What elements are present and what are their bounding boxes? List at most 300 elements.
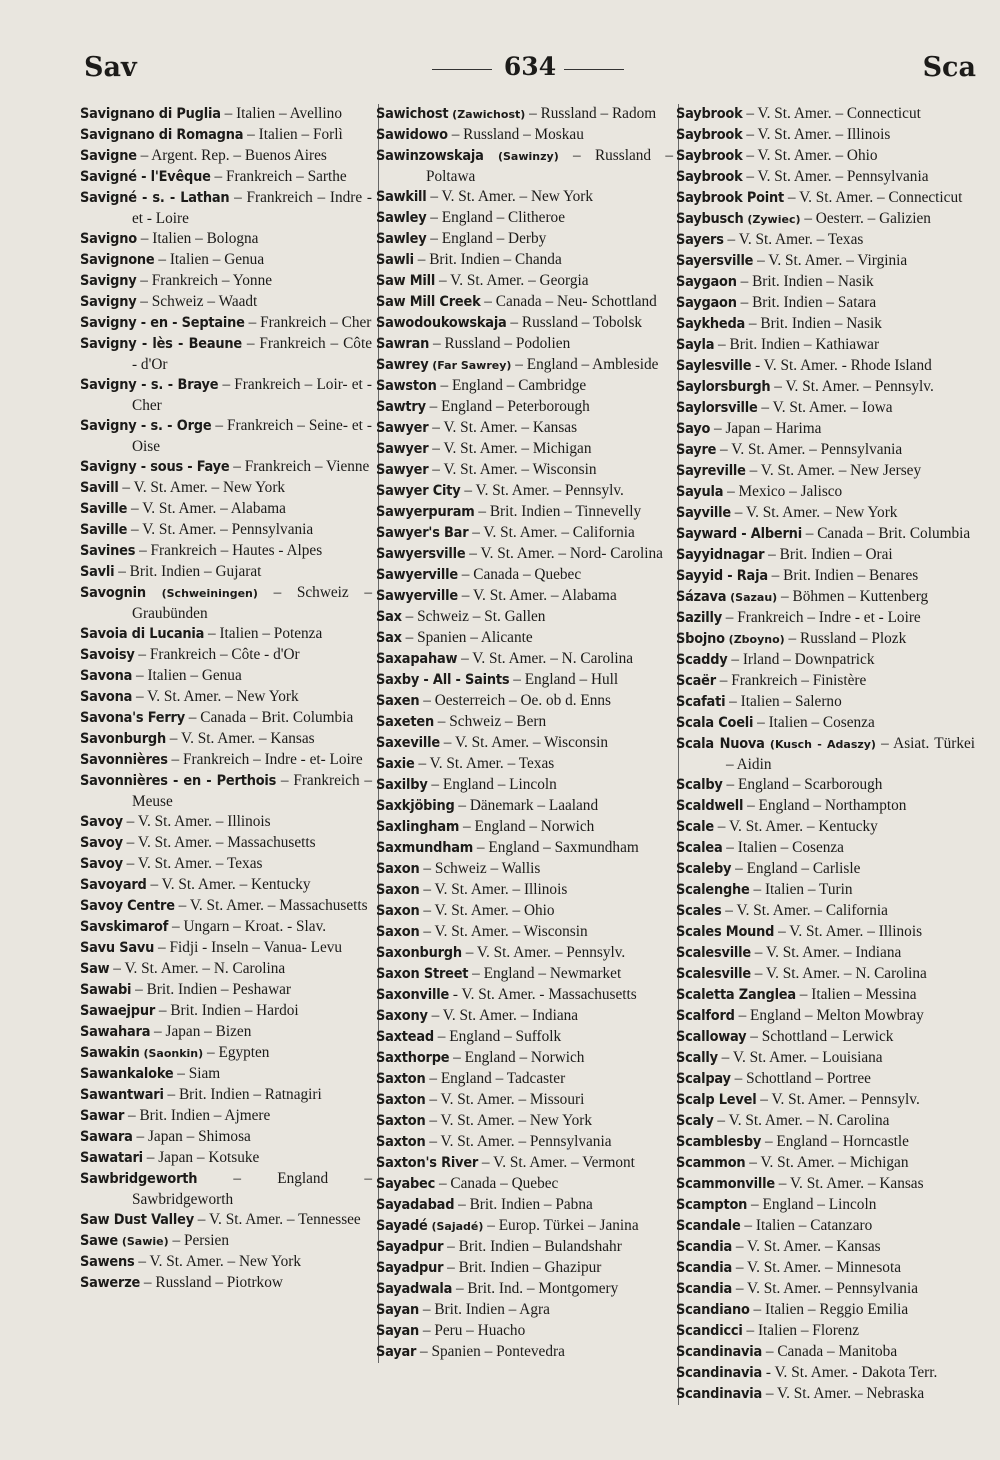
entry-headword: Sawyerpuram (376, 504, 475, 520)
gazetteer-entry (376, 544, 673, 565)
entry-headword: Savill (80, 480, 119, 496)
entry-headword: Saxonburgh (376, 945, 462, 961)
entry-location: – Brit. Indien – Benares (767, 567, 919, 584)
entry-headword: Scaldwell (676, 798, 744, 814)
entry-location: – Brit. Indien – Pabna (454, 1196, 593, 1213)
entry-location: – V. St. Amer. – Iowa (757, 399, 893, 416)
entry-location: – Frankreich – Indre - et - Loire (132, 189, 372, 227)
entry-headword: Scandale (676, 1218, 741, 1234)
entry-headword: Sawtry (376, 399, 426, 415)
entry-location: – Schottland – Lerwick (746, 1028, 894, 1045)
gazetteer-entry (376, 943, 673, 964)
gazetteer-entry (80, 1064, 372, 1085)
entry-headword: Sayers (676, 232, 724, 248)
entry-location: – V. St. Amer. – Kentucky (713, 818, 878, 835)
entry-headword: Sawli (376, 252, 414, 268)
entry-headword: Sawatari (80, 1150, 143, 1166)
gazetteer-entry (80, 541, 372, 562)
gazetteer-entry (676, 1342, 975, 1363)
entry-location: – Brit. Indien – Gujarat (114, 563, 262, 580)
entry-headword: Sayla (676, 337, 715, 353)
gazetteer-entry (376, 104, 673, 125)
gazetteer-entry (676, 125, 975, 146)
gazetteer-entry (376, 523, 673, 544)
entry-headword: Scally (676, 1050, 718, 1066)
gazetteer-entry (376, 985, 673, 1006)
gazetteer-entry (676, 251, 975, 272)
entry-location: – Oesterreich – Oe. ob d. Enns (419, 692, 612, 709)
entry-headword: Saxton (376, 1113, 426, 1129)
entry-headword: Saybrook (676, 148, 743, 164)
gazetteer-entry (376, 250, 673, 271)
entry-headword: Saville (80, 501, 128, 517)
entry-location: – Brit. Indien – Tinnevelly (474, 503, 642, 520)
gazetteer-entry (376, 397, 673, 418)
gazetteer-entry (376, 1300, 673, 1321)
gazetteer-entry (676, 146, 975, 167)
entry-location: – Italien – Bologna (136, 230, 259, 247)
gazetteer-entry (80, 313, 372, 334)
entry-location: – V. St. Amer. – Pennsylvania (742, 168, 929, 185)
gazetteer-entry (376, 1279, 673, 1300)
gazetteer-entry (376, 922, 673, 943)
gazetteer-entry (676, 272, 975, 293)
gazetteer-entry (676, 1132, 975, 1153)
entry-location: – V. St. Amer. – Ohio (419, 902, 555, 919)
entry-location: – Frankreich – Finistère (715, 672, 867, 689)
entry-headword: Sayadé (376, 1218, 428, 1234)
entry-headword: Savoy (80, 856, 123, 872)
gazetteer-entry (376, 1216, 673, 1237)
gazetteer-entry (376, 208, 673, 229)
entry-headword: Sazilly (676, 610, 722, 626)
entry-location: – England – Tadcaster (425, 1070, 566, 1087)
entry-headword: Sawankaloke (80, 1066, 174, 1082)
entry-headword: Sayadwala (376, 1281, 453, 1297)
entry-alt-name: (Zywiec) (743, 213, 801, 226)
entry-location: – V. St. Amer. – Michigan (428, 440, 592, 457)
gazetteer-entry (376, 502, 673, 523)
entry-location: – Frankreich – Côte - d'Or (134, 646, 300, 663)
entry-headword: Sayo (676, 421, 711, 437)
gazetteer-entry (676, 859, 975, 880)
entry-headword: Sawley (376, 231, 427, 247)
entry-headword: Savigne (80, 148, 137, 164)
entry-headword: Savoyard (80, 877, 147, 893)
gazetteer-entry (376, 628, 673, 649)
page-number: 634 (503, 52, 557, 81)
entry-location: – V. St. Amer. – N. Carolina (750, 965, 927, 982)
entry-location: – England – Hull (509, 671, 619, 688)
gazetteer-entry (80, 583, 372, 624)
entry-headword: Sawran (376, 336, 430, 352)
entry-headword: Savoisy (80, 647, 135, 663)
gazetteer-entry (376, 1048, 673, 1069)
gazetteer-entry (676, 1321, 975, 1342)
entry-location: – England – Suffolk (433, 1028, 562, 1045)
gazetteer-entry (676, 817, 975, 838)
entry-location: – Peru – Huacho (419, 1322, 526, 1339)
gazetteer-entry (676, 734, 975, 775)
entry-headword: Sbojno (676, 631, 725, 647)
gazetteer-entry (376, 691, 673, 712)
entry-headword: Sawabi (80, 982, 132, 998)
entry-headword: Sayyidnagar (676, 547, 765, 563)
entry-headword: Sax (376, 609, 402, 625)
entry-headword: Saylorsville (676, 400, 758, 416)
entry-headword: Saxon Street (376, 966, 469, 982)
gazetteer-entry (80, 1106, 372, 1127)
entry-alt-name: (Schweiningen) (145, 587, 258, 600)
entry-headword: Saybrook (676, 169, 743, 185)
entry-headword: Scaër (676, 673, 716, 689)
entry-headword: Saxton's River (376, 1155, 479, 1171)
entry-location: – England – Northampton (743, 797, 907, 814)
entry-location: – Argent. Rep. – Buenos Aires (136, 147, 327, 164)
entry-alt-name: (Saonkin) (139, 1047, 204, 1060)
entry-headword: Scale (676, 819, 714, 835)
entry-location: – Canada – Brit. Columbia (184, 709, 354, 726)
entry-headword: Savli (80, 564, 115, 580)
entry-alt-name: (Zboyno) (724, 633, 785, 646)
entry-headword: Scala Nuova (676, 736, 765, 752)
header-left-keyword: Sav (84, 52, 137, 83)
entry-headword: Sawichost (376, 106, 449, 122)
gazetteer-entry (80, 1085, 372, 1106)
entry-headword: Scalford (676, 1008, 735, 1024)
entry-location: – Schweiz – Graubünden (132, 584, 372, 622)
entry-location: – Spanien – Pontevedra (416, 1343, 565, 1360)
gazetteer-entry (676, 1279, 975, 1300)
gazetteer-entry (676, 377, 975, 398)
entry-location: – V. St. Amer. – Louisiana (717, 1049, 883, 1066)
gazetteer-entry (376, 146, 673, 187)
entry-location: – Schweiz – Wallis (419, 860, 541, 877)
gazetteer-entry (676, 587, 975, 608)
gazetteer-entry (80, 980, 372, 1001)
entry-location: – V. St. Amer. – Nebraska (762, 1385, 925, 1402)
gazetteer-entry (676, 230, 975, 251)
entry-location: – Frankreich – Yonne (136, 272, 273, 289)
entry-headword: Sawyer's Bar (376, 525, 469, 541)
gazetteer-entry (676, 608, 975, 629)
gazetteer-entry (676, 629, 975, 650)
entry-headword: Savona's Ferry (80, 710, 185, 726)
entry-location: – Schweiz – Waadt (136, 293, 258, 310)
entry-location: – Italien – Cosenza (753, 714, 875, 731)
gazetteer-entry (676, 1090, 975, 1111)
gazetteer-entry (80, 146, 372, 167)
entry-headword: Saxthorpe (376, 1050, 450, 1066)
column-2 (378, 104, 673, 1363)
entry-headword: Savigny - en - Septaine (80, 315, 245, 331)
entry-headword: Saxmundham (376, 840, 474, 856)
gazetteer-entry (376, 355, 673, 376)
entry-alt-name: (Far Sawrey) (428, 359, 512, 372)
entry-headword: Savonburgh (80, 731, 166, 747)
entry-headword: Savskimarof (80, 919, 169, 935)
entry-headword: Scalea (676, 840, 723, 856)
entry-alt-name: (Zawichost) (448, 108, 526, 121)
entry-location: – Brit. Indien – Bulandshahr (443, 1238, 622, 1255)
entry-headword: Sawyer (376, 441, 429, 457)
entry-location: – Brit. Indien – Agra (419, 1301, 550, 1318)
entry-headword: Scammon (676, 1155, 746, 1171)
gazetteer-entry (80, 457, 372, 478)
gazetteer-entry (676, 566, 975, 587)
gazetteer-entry (80, 167, 372, 188)
entry-headword: Saybrook Point (676, 190, 785, 206)
entry-location: – Oesterr. – Galizien (800, 210, 931, 227)
column-1 (80, 104, 372, 1294)
entry-alt-name: (Kusch - Adaszy) (764, 738, 876, 751)
entry-headword: Saxony (376, 1008, 428, 1024)
gazetteer-entry (80, 520, 372, 541)
entry-location: – V. St. Amer. – Connecticut (742, 105, 921, 122)
entry-headword: Saxon (376, 903, 420, 919)
gazetteer-entry (676, 293, 975, 314)
entry-alt-name: (Sajadé) (427, 1220, 484, 1233)
entry-headword: Savignano di Romagna (80, 127, 244, 143)
entry-headword: Scalpay (676, 1071, 731, 1087)
entry-headword: Scalesville (676, 945, 751, 961)
gazetteer-entry (676, 922, 975, 943)
entry-location: – England – Cambridge (436, 377, 587, 394)
entry-headword: Sayar (376, 1344, 417, 1360)
gazetteer-entry (676, 1048, 975, 1069)
gazetteer-entry (676, 943, 975, 964)
entry-location: – Canada – Neu- Schottland (480, 293, 657, 310)
entry-location: – Italien – Potenza (204, 625, 323, 642)
entry-headword: Sayward - Alberni (676, 526, 802, 542)
entry-headword: Saygaon (676, 295, 737, 311)
gazetteer-entry (676, 398, 975, 419)
entry-headword: Sawyer (376, 462, 429, 478)
entry-headword: Savu Savu (80, 940, 155, 956)
header-rule-right (564, 69, 624, 70)
gazetteer-entry (676, 901, 975, 922)
entry-location: – Italien – Forlì (243, 126, 343, 143)
gazetteer-entry (80, 812, 372, 833)
entry-location: – Italien – Turin (749, 881, 853, 898)
entry-headword: Scandinavia (676, 1344, 763, 1360)
running-header (84, 52, 976, 92)
entry-location: – England – Newmarket (468, 965, 622, 982)
entry-location: – England – Norwich (459, 818, 595, 835)
entry-headword: Sayan (376, 1323, 420, 1339)
gazetteer-entry (676, 1363, 975, 1384)
entry-location: – Irland – Downpatrick (727, 651, 875, 668)
entry-location: – Frankreich – Seine- et - Oise (132, 417, 372, 455)
entry-location: – V. St. Amer. – Missouri (425, 1091, 585, 1108)
gazetteer-entry (80, 1231, 372, 1252)
entry-headword: Scalby (676, 777, 723, 793)
entry-location: – V. St. Amer. – New York (425, 1112, 592, 1129)
entry-headword: Scaly (676, 1113, 714, 1129)
entry-location: – England – Peterborough (425, 398, 590, 415)
entry-headword: Saxlingham (376, 819, 460, 835)
entry-headword: Savigné - s. - Lathan (80, 190, 230, 206)
entry-location: – V. St. Amer. – Ohio (742, 147, 878, 164)
entry-headword: Savoia di Lucania (80, 626, 205, 642)
gazetteer-entry (676, 104, 975, 125)
gazetteer-entry (676, 188, 975, 209)
gazetteer-entry (80, 478, 372, 499)
gazetteer-entry (80, 229, 372, 250)
entry-location: – Brit. Indien – Ghazipur (443, 1259, 602, 1276)
entry-location: – Italien – Florenz (742, 1322, 860, 1339)
entry-headword: Saxilby (376, 777, 428, 793)
entry-location: – V. St. Amer. – Kentucky (146, 876, 311, 893)
entry-headword: Scales (676, 903, 722, 919)
entry-headword: Scampton (676, 1197, 748, 1213)
entry-location: – Russland – Podolien (429, 335, 571, 352)
entry-location: – V. St. Amer. – California (468, 524, 635, 541)
entry-location: – V. St. Amer. – Kansas (732, 1238, 881, 1255)
entry-location: – V. St. Amer. – Pennsylv. (461, 944, 626, 961)
gazetteer-entry (376, 796, 673, 817)
gazetteer-entry (676, 1174, 975, 1195)
entry-location: – V. St. Amer. – New York (118, 479, 286, 496)
entry-alt-name: (Sawinzy) (483, 150, 559, 163)
entry-headword: Sawyersville (376, 546, 466, 562)
gazetteer-entry (376, 607, 673, 628)
gazetteer-entry (676, 713, 975, 734)
entry-headword: Scandia (676, 1281, 732, 1297)
column-3 (678, 104, 975, 1405)
entry-headword: Scaleby (676, 861, 732, 877)
entry-location: – V. St. Amer. – Pennsylvania (732, 1280, 918, 1297)
gazetteer-entry (676, 650, 975, 671)
entry-location: – Frankreich – Vienne (229, 458, 370, 475)
gazetteer-entry (80, 562, 372, 583)
entry-headword: Sawara (80, 1129, 133, 1145)
entry-headword: Saw Mill Creek (376, 294, 481, 310)
gazetteer-entry (376, 292, 673, 313)
gazetteer-entry (676, 482, 975, 503)
entry-location: – Europ. Türkei – Janina (483, 1217, 639, 1234)
entry-location: – Italien – Salerno (725, 693, 842, 710)
entry-headword: Sayyid - Raja (676, 568, 768, 584)
entry-headword: Sawyerville (376, 588, 458, 604)
entry-headword: Savigny - lès - Beaune (80, 336, 242, 352)
entry-location: – England – Derby (426, 230, 547, 247)
gazetteer-entry (376, 125, 673, 146)
entry-headword: Saxton (376, 1071, 426, 1087)
entry-location: – V. St. Amer. – Wisconsin (419, 923, 588, 940)
gazetteer-entry (676, 985, 975, 1006)
gazetteer-entry (80, 271, 372, 292)
gazetteer-entry (80, 875, 372, 896)
entry-location: – Ungarn – Kroat. - Slav. (168, 918, 327, 935)
entry-location: – Canada – Quebec (435, 1175, 559, 1192)
gazetteer-entry (80, 896, 372, 917)
gazetteer-entry (676, 1153, 975, 1174)
entry-headword: Sawidowo (376, 127, 448, 143)
entry-headword: Saxeville (376, 735, 440, 751)
entry-location: – Russland – Piotrkow (140, 1274, 283, 1291)
entry-location: – V. St. Amer. – Illinois (419, 881, 568, 898)
entry-location: – Italien – Genua (154, 251, 265, 268)
entry-headword: Sayula (676, 484, 724, 500)
entry-headword: Sax (376, 630, 402, 646)
entry-headword: Savigny - sous - Faye (80, 459, 230, 475)
entry-headword: Saybrook (676, 106, 743, 122)
gazetteer-entry (80, 854, 372, 875)
entry-location: – V. St. Amer. – Nord- Carolina (465, 545, 663, 562)
entry-location: – Japan – Kotsuke (142, 1149, 260, 1166)
gazetteer-entry (376, 439, 673, 460)
entry-headword: Saygaon (676, 274, 737, 290)
gazetteer-entry (376, 1069, 673, 1090)
entry-headword: Sawrey (376, 357, 429, 373)
gazetteer-entry (376, 1027, 673, 1048)
entry-headword: Savona (80, 668, 133, 684)
gazetteer-entry (376, 1321, 673, 1342)
entry-location: – V. St. Amer. – Kansas (428, 419, 578, 436)
entry-headword: Sayadpur (376, 1260, 444, 1276)
gazetteer-entry (376, 334, 673, 355)
entry-headword: Savoy (80, 835, 123, 851)
entry-location: – England – Melton Mowbray (734, 1007, 924, 1024)
entry-headword: Scamblesby (676, 1134, 762, 1150)
entry-location: – V. St. Amer. – Texas (414, 755, 555, 772)
entry-location: – Persien (168, 1232, 229, 1249)
gazetteer-entry (376, 229, 673, 250)
gazetteer-entry (676, 314, 975, 335)
entry-headword: Sázava (676, 589, 727, 605)
gazetteer-entry (376, 880, 673, 901)
gazetteer-entry (676, 964, 975, 985)
gazetteer-entry (80, 624, 372, 645)
entry-location: – V. St. Amer. – Tennessee (193, 1211, 361, 1228)
gazetteer-entry (676, 775, 975, 796)
entry-headword: Saxby - All - Saints (376, 672, 510, 688)
entry-headword: Sawens (80, 1254, 135, 1270)
entry-location: – V. St. Amer. – Connecticut (784, 189, 963, 206)
entry-headword: Scandinavia (676, 1386, 763, 1402)
entry-location: – Canada – Brit. Columbia (801, 525, 971, 542)
entry-headword: Saw (80, 961, 110, 977)
entry-headword: Savona (80, 689, 133, 705)
entry-headword: Savoy (80, 814, 123, 830)
gazetteer-entry (676, 1027, 975, 1048)
entry-headword: Sayville (676, 505, 731, 521)
entry-location: – V. St. Amer. – Illinois (122, 813, 271, 830)
entry-location: – V. St. Amer. – New York (132, 688, 299, 705)
entry-location: – Italien – Messina (795, 986, 917, 1003)
gazetteer-entry (676, 1237, 975, 1258)
gazetteer-entry (80, 833, 372, 854)
gazetteer-entry (376, 1342, 673, 1363)
entry-headword: Scalloway (676, 1029, 747, 1045)
entry-location: – Frankreich – Indre - et- Loire (167, 751, 363, 768)
entry-location: – Brit. Indien – Satara (736, 294, 877, 311)
entry-headword: Sayreville (676, 463, 746, 479)
entry-headword: Saxton (376, 1092, 426, 1108)
gazetteer-entry (376, 901, 673, 922)
entry-headword: Savonnières - en - Perthois (80, 773, 277, 789)
entry-location: – V. St. Amer. – Pennsylvania (127, 521, 314, 538)
gazetteer-entry (80, 959, 372, 980)
entry-location: – Italien – Cosenza (722, 839, 844, 856)
entry-location: – V. St. Amer. – Alabama (457, 587, 617, 604)
entry-location: – Frankreich – Sarthe (210, 168, 347, 185)
entry-location: – England – Lincoln (427, 776, 557, 793)
gazetteer-entry (80, 188, 372, 229)
gazetteer-entry (376, 1006, 673, 1027)
entry-location: – V. St. Amer. – Massachusetts (174, 897, 368, 914)
